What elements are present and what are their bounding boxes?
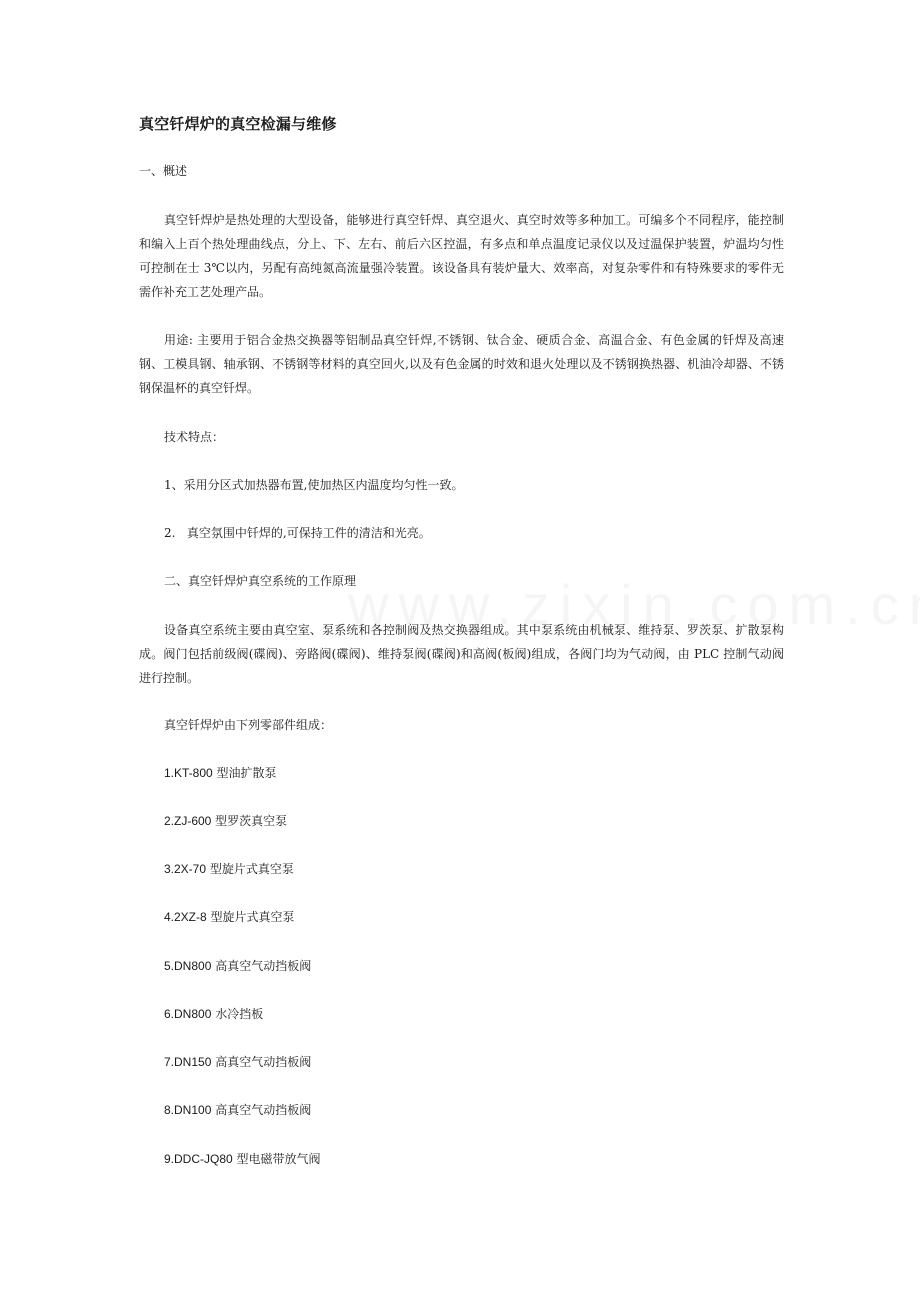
usage-paragraph: 用途: 主要用于铝合金热交换器等铝制品真空钎焊,不锈钢、钛合金、硬质合金、高温合金、有色金属的钎焊及高速钢、工模具钢、轴承钢、不锈钢等材料的真空回火,以及有色金属的时效和退火处理以及不锈钢换热器、机油冷却器、不锈钢保温杯的真空钎焊。 [139,333,784,395]
feature-item-1: 1、采用分区式加热器布置,使加热区内温度均匀性一致。 [164,478,464,492]
component-desc: 高真空气动挡板阀 [211,1055,312,1069]
component-item [164,764,277,782]
section2-heading: 二、真空钎焊炉真空系统的工作原理 [164,574,357,588]
component-desc: 型电磁带放气阀 [232,1152,321,1166]
section2-paragraph: 设备真空系统主要由真空室、泵系统和各控制阀及热交换器组成。其中泵系统由机械泵、维持泵、罗茨泵、扩散泵构成。阀门包括前级阀(碟阀)、旁路阀(碟阀)、维持泵阀(碟阀)和高阀(板阀)组成，各阀门均为气动阀，由 PLC 控制气动阀进行控制。 [139,623,784,685]
component-desc: 高真空气动挡板阀 [211,1103,312,1117]
document-page [139,0,784,1302]
component-code: 7.DN150 [164,1055,212,1069]
overview-heading: 一、概述 [139,164,188,178]
overview-paragraph: 真空钎焊炉是热处理的大型设备，能够进行真空钎焊、真空退火、真空时效等多种加工。可编多个不同程序，能控制和编入上百个热处理曲线点，分上、下、左右、前后六区控温，有多点和单点温度记录仪以及过温保护装置，炉温均匀性可控制在士 3℃以内，另配有高纯氮高流量强冷装置。该设备具有装炉量大、效率高，对复杂零件和有特殊要求的零件无需作补充工艺处理产品。 [139,213,784,299]
features-heading: 技术特点： [164,430,225,444]
component-code: 2.ZJ-600 [164,814,212,828]
component-desc: 型油扩散泵 [212,766,277,780]
document-title: 真空钎焊炉的真空检漏与维修 [139,115,337,133]
component-item [164,1101,311,1119]
component-code: 8.DN100 [164,1103,212,1117]
component-desc: 型罗茨真空泵 [211,814,288,828]
component-item [164,1005,263,1023]
component-desc: 高真空气动挡板阀 [211,959,312,973]
component-item [164,908,295,926]
component-desc: 型旋片式真空泵 [206,910,295,924]
component-item [164,812,287,830]
component-code: 5.DN800 [164,959,212,973]
component-code: 9.DDC-JQ80 [164,1152,233,1166]
component-code: 6.DN800 [164,1007,212,1021]
components-heading: 真空钎焊炉由下列零部件组成： [164,718,333,732]
component-item [164,957,311,975]
component-code: 4.2XZ-8 [164,910,207,924]
component-desc: 型旋片式真空泵 [206,862,294,876]
component-code: 3.2X-70 [164,862,207,876]
component-code: 1.KT-800 [164,766,213,780]
component-item [164,860,294,878]
component-item [164,1053,311,1071]
component-desc: 水冷挡板 [211,1007,264,1021]
feature-item-2: 2. 真空氛围中钎焊的,可保持工件的清洁和光亮。 [164,526,431,540]
component-item [164,1150,321,1168]
